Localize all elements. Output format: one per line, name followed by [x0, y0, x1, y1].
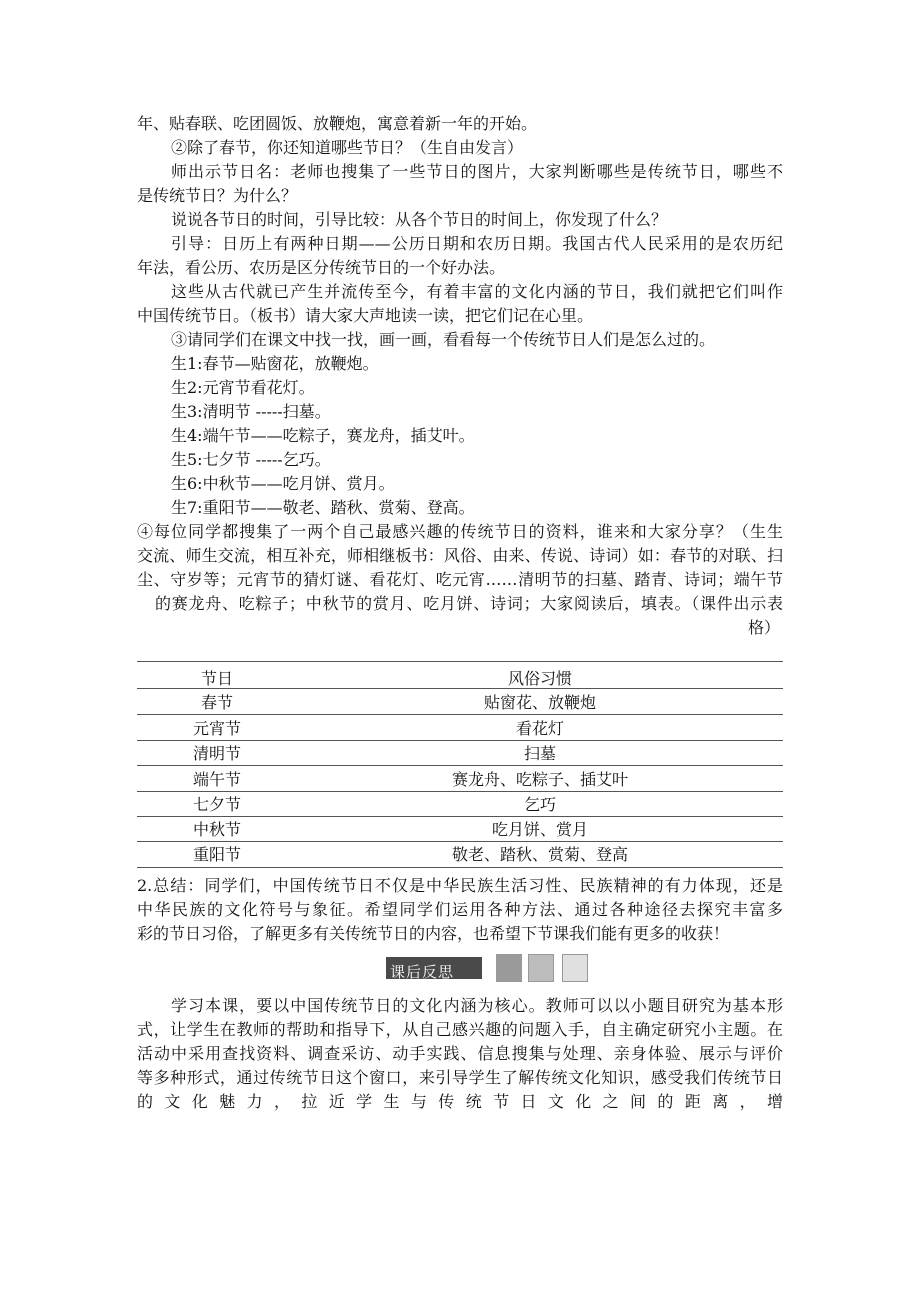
reflection-line: 的 文 化 魅 力 ， 拉 近 学 生 与 传 统 节 日 文 化 之 间 的 距 离 ， 增 [137, 1092, 783, 1111]
text-line: 年法，看公历、农历是区分传统节日的一个好办法。 [137, 258, 506, 277]
table-cell-customs: 吃月饼、赏月 [491, 820, 588, 839]
text-line: ②除了春节，你还知道哪些节日？（生自由发言） [171, 138, 524, 157]
table-cell-customs: 看花灯 [515, 719, 564, 738]
table-cell-customs: 敬老、踏秋、赏菊、登高 [451, 845, 628, 864]
table-bottom-rule [137, 867, 783, 868]
student-answer: 生3:清明节 -----扫墓。 [171, 402, 331, 421]
table-cell-customs: 扫墓 [523, 744, 556, 763]
text-line: 交流、师生交流，相互补充，师相继板书：风俗、由来、传说、诗词）如：春节的对联、扫 [137, 546, 783, 565]
table-header-festival: 节日 [200, 669, 233, 688]
table-cell-festival: 春节 [200, 693, 233, 712]
student-answer: 生4:端午节——吃粽子，赛龙舟，插艾叶。 [171, 426, 475, 445]
summary-line: 彩的节日习俗，了解更多有关传统节日的内容，也希望下节课我们能有更多的收获！ [137, 924, 730, 943]
decorative-tile-2 [528, 954, 554, 982]
text-line: ④每位同学都搜集了一两个自己最感兴趣的传统节日的资料，谁来和大家分享？（生生 [137, 522, 783, 541]
reflection-line: 等多种形式，通过传统节日这个窗口，来引导学生了解传统文化知识，感受我们传统节日 [137, 1068, 783, 1087]
text-line: 的赛龙舟、吃粽子；中秋节的赏月、吃月饼、诗词；大家阅读后，填表。（课件出示表 [155, 594, 783, 613]
student-answer: 生1:春节—贴窗花，放鞭炮。 [171, 354, 379, 373]
summary-line: 2.总结：同学们，中国传统节日不仅是中华民族生活习性、民族精神的有力体现，还是 [137, 876, 783, 895]
table-cell-festival: 元宵节 [192, 719, 241, 738]
reflection-line: 学习本课，要以中国传统节日的文化内涵为核心。教师可以以小题目研究为基本形 [171, 996, 783, 1015]
text-line: 说说各节日的时间，引导比较：从各个节日的时间上，你发现了什么？ [171, 210, 668, 229]
table-cell-festival: 中秋节 [192, 820, 241, 839]
student-answer: 生6:中秋节——吃月饼、赏月。 [171, 474, 395, 493]
student-answer: 生5:七夕节 -----乞巧。 [171, 450, 331, 469]
text-line: 引导：日历上有两种日期——公历日期和农历日期。我国古代人民采用的是农历纪 [171, 234, 783, 253]
section-banner-label: 课后反思 [390, 963, 455, 979]
reflection-line: 活动中采用查找资料、调查采访、动手实践、信息搜集与处理、亲身体验、展示与评价 [137, 1044, 783, 1063]
decorative-tile-3 [562, 954, 588, 982]
table-rule [137, 765, 783, 766]
table-cell-festival: 七夕节 [192, 795, 241, 814]
text-line: 格） [748, 618, 781, 637]
student-answer: 生2:元宵节看花灯。 [171, 378, 315, 397]
table-cell-festival: 清明节 [192, 744, 241, 763]
text-line: 中国传统节日。（板书）请大家大声地读一读，把它们记在心里。 [137, 306, 594, 325]
table-cell-festival: 端午节 [192, 770, 241, 789]
text-line: 年、贴春联、吃团圆饭、放鞭炮，寓意着新一年的开始。 [137, 114, 538, 133]
section-banner [386, 957, 482, 979]
text-line: 师出示节日名：老师也搜集了一些节日的图片，大家判断哪些是传统节日，哪些不 [171, 162, 783, 181]
table-rule [137, 688, 783, 689]
summary-line: 中华民族的文化符号与象征。希望同学们运用各种方法、通过各种途径去探究丰富多 [137, 900, 783, 919]
table-cell-festival: 重阳节 [192, 845, 241, 864]
text-line: 尘、守岁等；元宵节的猜灯谜、看花灯、吃元宵……清明节的扫墓、踏青、诗词；端午节 [137, 570, 783, 589]
text-line: ③请同学们在课文中找一找，画一画，看看每一个传统节日人们是怎么过的。 [171, 330, 716, 349]
table-cell-customs: 赛龙舟、吃粽子、插艾叶 [451, 770, 628, 789]
table-top-rule [137, 661, 783, 662]
table-header-customs: 风俗习惯 [507, 669, 572, 688]
table-rule [137, 714, 783, 715]
text-line: 这些从古代就已产生并流传至今，有着丰富的文化内涵的节日，我们就把它们叫作 [171, 282, 783, 301]
reflection-line: 式，让学生在教师的帮助和指导下，从自己感兴趣的问题入手，自主确定研究小主题。在 [137, 1020, 783, 1039]
table-cell-customs: 乞巧 [523, 795, 556, 814]
text-line: 是传统节日？为什么？ [137, 186, 298, 205]
table-cell-customs: 贴窗花、放鞭炮 [483, 693, 596, 712]
student-answer: 生7:重阳节——敬老、踏秋、赏菊、登高。 [171, 498, 475, 517]
decorative-tile-1 [496, 954, 522, 982]
